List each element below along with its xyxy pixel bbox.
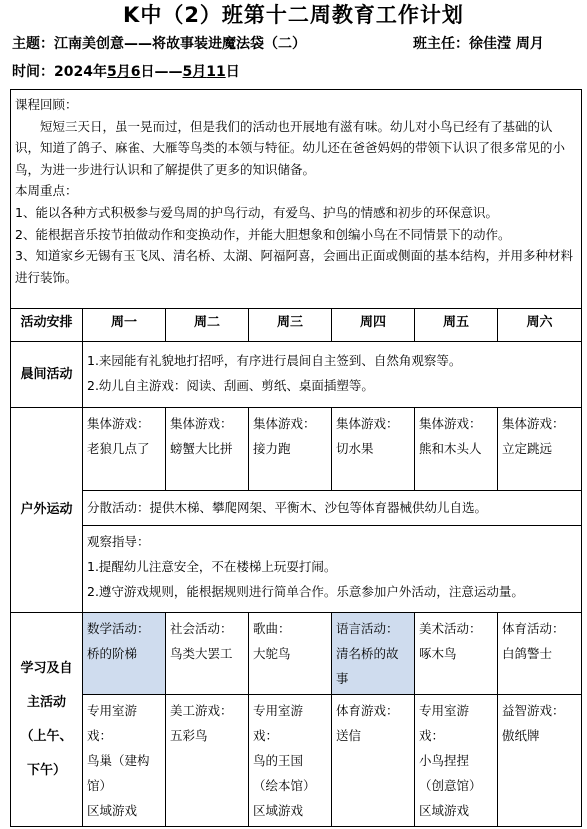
game-name: 五彩鸟 <box>170 728 208 743</box>
game-extra: 区域游戏 <box>253 803 304 818</box>
activity-name: 啄木鸟 <box>419 646 457 661</box>
focus-heading: 本周重点： <box>15 183 78 199</box>
time-year: 2024年 <box>54 64 107 80</box>
start-month: 5 <box>106 64 117 80</box>
game-name: 老狼几点了 <box>87 441 150 456</box>
teacher-info <box>413 33 544 55</box>
teacher-names: 徐佳滢 周月 <box>469 36 544 52</box>
start-day: 6 <box>130 64 141 80</box>
game-name: 螃蟹大比拼 <box>170 441 233 456</box>
learning-row-1 <box>11 613 582 695</box>
outdoor-game-cell <box>166 408 249 491</box>
morning-content <box>83 342 582 408</box>
time-line <box>12 61 240 83</box>
activity-type: 社会活动： <box>170 621 233 636</box>
outdoor-game-cell <box>415 408 498 491</box>
page-title: K中（2）班第十二周教育工作计划 <box>123 3 464 27</box>
guide-heading: 观察指导： <box>87 534 150 549</box>
teacher-label: 班主任： <box>413 36 469 52</box>
activity-name: 大鸵鸟 <box>253 646 291 661</box>
header-day: 周四 <box>332 309 415 342</box>
learning-label-line: 下午） <box>26 762 66 778</box>
activity-type: 歌曲： <box>253 621 291 636</box>
header-day: 周六 <box>498 309 582 342</box>
morning-line: 1.来园能有礼貌地打招呼，有序进行晨间自主签到、自然角观察等。 <box>87 353 462 368</box>
review-row <box>11 90 582 309</box>
game-name: 送信 <box>336 728 362 743</box>
game-extra: 区域游戏 <box>419 803 470 818</box>
end-day-unit: 日 <box>225 64 240 80</box>
game-name: 鸟巢（建构馆） <box>87 753 150 793</box>
game-name: 鸟的王国（绘本馆） <box>253 753 316 793</box>
header-day: 周五 <box>415 309 498 342</box>
header-day: 周一 <box>83 309 166 342</box>
activity-type: 美术活动： <box>419 621 482 636</box>
learning-label-line: 主活动 <box>26 694 66 710</box>
theme-label: 主题： <box>12 36 54 52</box>
outdoor-game-cell <box>332 408 415 491</box>
game-name: 立定跳远 <box>502 441 553 456</box>
learning-game-cell <box>332 695 415 827</box>
scatter-activity: 分散活动：提供木梯、攀爬网架、平衡木、沙包等体育器械供幼儿自选。 <box>83 491 582 526</box>
game-type: 专用室游戏： <box>419 703 470 743</box>
end-month-unit: 月 <box>192 64 207 80</box>
game-name: 接力跑 <box>253 441 291 456</box>
focus-point: 1、能以各种方式积极参与爱鸟周的护鸟行动，有爱鸟、护鸟的情感和初步的环保意识。 <box>15 204 498 220</box>
guide-cell <box>83 526 582 613</box>
game-type: 集体游戏： <box>502 416 565 431</box>
learning-game-cell <box>249 695 332 827</box>
learning-activity-cell <box>415 613 498 695</box>
morning-label: 晨间活动 <box>11 342 83 408</box>
review-heading: 课程回顾： <box>15 97 78 112</box>
game-type: 专用室游戏： <box>87 703 138 743</box>
header-day: 周三 <box>249 309 332 342</box>
game-name: 傲纸牌 <box>502 728 540 743</box>
game-type: 集体游戏： <box>170 416 233 431</box>
learning-label-line: （上午、 <box>20 728 73 744</box>
header-label: 活动安排 <box>11 309 83 342</box>
game-type: 益智游戏： <box>502 703 565 718</box>
header-row <box>11 309 582 342</box>
morning-line: 2.幼儿自主游戏：阅读、刮画、剪纸、桌面插塑等。 <box>87 378 374 393</box>
review-cell <box>11 90 582 309</box>
outdoor-label: 户外运动 <box>11 408 83 613</box>
activity-name: 清名桥的故事 <box>336 646 399 686</box>
end-month: 5 <box>182 64 193 80</box>
outdoor-game-cell <box>498 408 582 491</box>
activity-type: 数学活动： <box>87 621 150 636</box>
header-day: 周二 <box>166 309 249 342</box>
learning-activity-cell <box>498 613 582 695</box>
weekly-plan-table <box>10 89 582 827</box>
game-extra: 区域游戏 <box>87 803 138 818</box>
learning-label <box>11 613 83 827</box>
game-name: 熊和木头人 <box>419 441 482 456</box>
outdoor-game-cell <box>83 408 166 491</box>
outdoor-games-row <box>11 408 582 491</box>
game-name: 切水果 <box>336 441 374 456</box>
start-month-unit: 月 <box>116 64 131 80</box>
activity-type: 体育活动： <box>502 621 565 636</box>
focus-point: 3、知道家乡无锡有玉飞凤、清名桥、太湖、阿福阿喜，会画出正面或侧面的基本结构，并用多种材料进行装饰。 <box>15 248 573 285</box>
end-day: 11 <box>206 64 226 80</box>
game-type: 专用室游戏： <box>253 703 304 743</box>
learning-game-cell <box>415 695 498 827</box>
game-type: 集体游戏： <box>87 416 150 431</box>
outdoor-game-cell <box>249 408 332 491</box>
learning-activity-cell <box>332 613 415 695</box>
game-type: 集体游戏： <box>253 416 316 431</box>
outdoor-guide-row <box>11 526 582 613</box>
learning-game-cell <box>498 695 582 827</box>
game-type: 集体游戏： <box>336 416 399 431</box>
activity-name: 桥的阶梯 <box>87 646 138 661</box>
learning-activity-cell <box>249 613 332 695</box>
time-label: 时间： <box>12 64 54 80</box>
learning-row-2 <box>11 695 582 827</box>
morning-row <box>11 342 582 408</box>
learning-game-cell <box>83 695 166 827</box>
learning-label-line: 学习及自 <box>20 660 73 676</box>
theme-line <box>12 33 582 55</box>
focus-point: 2、能根据音乐按节拍做动作和变换动作，并能大胆想象和创编小鸟在不同情景下的动作。 <box>15 226 511 242</box>
outdoor-scatter-row <box>11 491 582 526</box>
game-type: 集体游戏： <box>419 416 482 431</box>
game-name: 小鸟捏捏（创意馆） <box>419 753 482 793</box>
game-type: 美工游戏： <box>170 703 233 718</box>
guide-line: 1.提醒幼儿注意安全，不在楼梯上玩耍打闹。 <box>87 559 337 574</box>
review-body: 短短三天日，虽一晃而过，但是我们的活动也开展地有滋有味。幼儿对小鸟已经有了基础的认识，知道了鸽子、麻雀、大雁等鸟类的本领与特征。幼儿还在爸爸妈妈的带领下认识了很多常见的小鸟，为进一步进行认识和了解提供了更多的知识储备。 <box>15 118 566 177</box>
learning-game-cell <box>166 695 249 827</box>
activity-name: 白鸽警士 <box>502 646 553 661</box>
activity-name: 鸟类大罢工 <box>170 646 233 661</box>
game-type: 体育游戏： <box>336 703 399 718</box>
learning-activity-cell <box>83 613 166 695</box>
theme-text: 江南美创意——将故事装进魔法袋（二） <box>54 36 306 52</box>
activity-type: 语言活动： <box>336 621 399 636</box>
guide-line: 2.遵守游戏规则，能根据规则进行简单合作。乐意参加户外活动，注意运动量。 <box>87 584 524 599</box>
time-separator: 日—— <box>140 64 183 80</box>
learning-activity-cell <box>166 613 249 695</box>
